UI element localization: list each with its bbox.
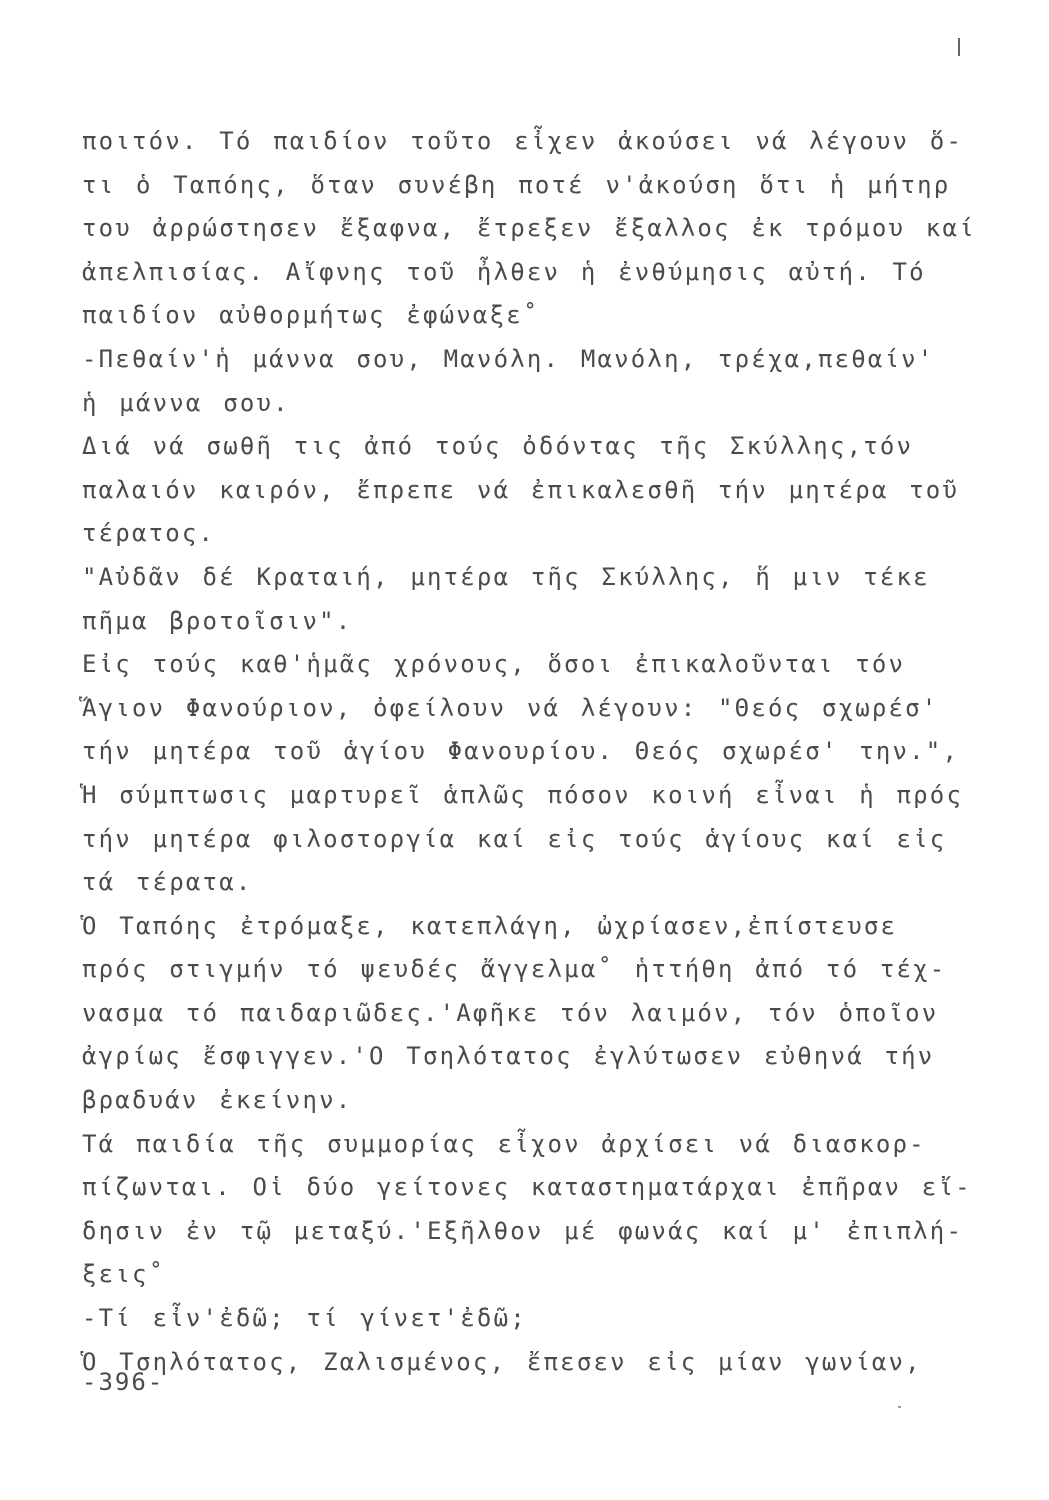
text-line: νασμα τό παιδαριῶδες.'Αφῆκε τόν λαιμόν, τόν ὁποῖον bbox=[82, 998, 939, 1027]
text-line: Τά παιδία τῆς συμμορίας εἶχον ἀρχίσει νά διασκορ- bbox=[82, 1129, 926, 1158]
text-line: Ὁ Ταπόης ἐτρόμαξε, κατεπλάγη, ὠχρίασεν,ἐπίστευσε bbox=[82, 911, 898, 940]
body-text bbox=[82, 120, 982, 1384]
text-line: τά τέρατα. bbox=[82, 868, 253, 897]
text-line: παιδίον αὐθορμήτως ἐφώναξε˚ bbox=[82, 301, 540, 330]
text-line: Ἅγιον Φανούριον, ὀφείλουν νά λέγουν: "Θεός σχωρέσ' bbox=[82, 693, 939, 722]
text-line: Εἰς τούς καθ'ἡμᾶς χρόνους, ὅσοι ἐπικαλοῦνται τόν bbox=[82, 650, 906, 679]
text-line: πῆμα βροτοῖσιν". bbox=[82, 606, 353, 635]
text-line: τήν μητέρα φιλοστοργία καί εἰς τούς ἁγίους καί εἰς bbox=[82, 824, 947, 853]
text-line: δησιν ἐν τῷ μεταξύ.'Εξῆλθον μέ φωνάς καί μ' ἐπιπλή- bbox=[82, 1216, 964, 1245]
text-line: ἀπελπισίας. Αἴφνης τοῦ ἦλθεν ἡ ἐνθύμησις αὐτή. Τό bbox=[82, 257, 926, 286]
scan-speck bbox=[898, 1406, 901, 1408]
text-line: Ὁ Τσηλότατος, Ζαλισμένος, ἔπεσεν εἰς μίαν γωνίαν, bbox=[82, 1347, 922, 1376]
text-line: τήν μητέρα τοῦ ἁγίου Φανουρίου. Θεός σχωρέσ' την.", bbox=[82, 737, 960, 766]
text-line: βραδυάν ἐκείνην. bbox=[82, 1086, 353, 1115]
text-line: του ἀρρώστησεν ἔξαφνα, ἔτρεξεν ἔξαλλος ἐκ τρόμου καί bbox=[82, 214, 976, 243]
text-line: τι ὁ Ταπόης, ὅταν συνέβη ποτέ ν'ἀκούση ὅτι ἡ μήτηρ bbox=[82, 170, 951, 199]
text-line: τέρατος. bbox=[82, 519, 216, 548]
text-line: -Τί εἶν'ἐδῶ; τί γίνετ'ἐδῶ; bbox=[82, 1304, 527, 1333]
text-line: πρός στιγμήν τό ψευδές ἄγγελμα˚ ἡττήθη ἀπό τό τέχ- bbox=[82, 955, 947, 984]
text-line: ἀγρίως ἔσφιγγεν.'Ο Τσηλότατος ἐγλύτωσεν εὐθηνά τήν bbox=[82, 1042, 935, 1071]
text-line: πίζωνται. Οἱ δύο γείτονες καταστηματάρχαι ἐπῆραν εἴ- bbox=[82, 1173, 972, 1202]
text-line: Διά νά σωθῆ τις ἀπό τούς ὀδόντας τῆς Σκύλλης,τόν bbox=[82, 432, 914, 461]
top-margin-mark bbox=[958, 38, 960, 56]
text-line: παλαιόν καιρόν, ἔπρεπε νά ἐπικαλεσθῆ τήν μητέρα τοῦ bbox=[82, 475, 960, 504]
text-line: ποιτόν. Τό παιδίον τοῦτο εἶχεν ἀκούσει νά λέγουν ὅ- bbox=[82, 127, 964, 155]
text-line: Ἡ σύμπτωσις μαρτυρεῖ ἁπλῶς πόσον κοινή εἶναι ἡ πρός bbox=[82, 780, 964, 809]
text-line: ἡ μάννα σου. bbox=[82, 388, 290, 417]
text-line: -Πεθαίν'ἡ μάννα σου, Μανόλη. Μανόλη, τρέχα,πεθαίν' bbox=[82, 344, 935, 373]
text-line: "Αὐδᾶν δέ Κραταιή, μητέρα τῆς Σκύλλης, ἥ μιν τέκε bbox=[82, 562, 930, 591]
page-number: -396- bbox=[82, 1368, 165, 1396]
text-line: ξεις˚ bbox=[82, 1260, 166, 1289]
